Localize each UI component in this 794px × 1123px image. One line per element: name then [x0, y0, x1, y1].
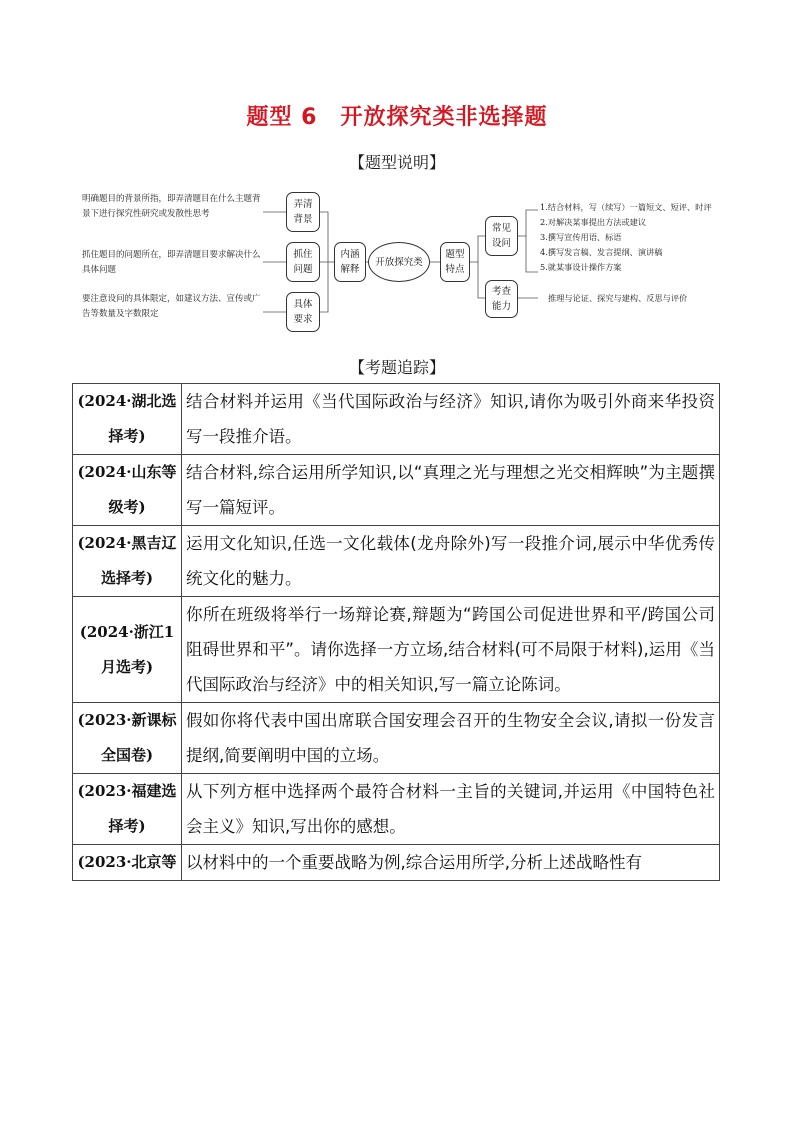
source-cell: (2024·黑吉辽选择考)	[73, 526, 182, 597]
node-center: 开放探究类	[368, 242, 430, 282]
table-row	[73, 526, 720, 597]
node-question: 抓住问题	[286, 242, 320, 282]
question-cell: 假如你将代表中国出席联合国安理会召开的生物安全会议,请拟一份发言提纲,简要阐明中国的立场。	[182, 703, 720, 774]
source-cell: (2023·福建选择考)	[73, 774, 182, 845]
node-background: 弄清背景	[286, 192, 320, 232]
question-type-item: 3.撰写宣传用语、标语	[540, 232, 622, 242]
source-cell: (2024·湖北选择考)	[73, 384, 182, 455]
question-type-list	[540, 200, 758, 275]
question-type-item: 5.就某事设计操作方案	[540, 262, 622, 272]
table-row	[73, 384, 720, 455]
node-requirement: 具体要求	[286, 292, 320, 332]
question-cell: 结合材料,综合运用所学知识,以“真理之光与理想之光交相辉映”为主题撰写一篇短评。	[182, 455, 720, 526]
question-type-item: 4.撰写发言稿、发言提纲、演讲稿	[540, 247, 663, 257]
node-connotation: 内涵解释	[334, 242, 366, 282]
note-background: 明确题目的背景所指，即弄清题目在什么主题背景下进行探究性研究或发散性思考	[82, 194, 261, 219]
question-cell: 你所在班级将举行一场辩论赛,辩题为“跨国公司促进世界和平/跨国公司阻碍世界和平”。请你选择一方立场,结合材料(可不局限于材料),运用《当代国际政治与经济》中的相关知识,写一篇立论陈词。	[182, 597, 720, 703]
note-requirement: 要注意设问的具体限定，如建议方法、宣传或广告等数量及字数限定	[82, 294, 261, 319]
question-cell: 运用文化知识,任选一文化载体(龙舟除外)写一段推介词,展示中华优秀传统文化的魅力。	[182, 526, 720, 597]
table-row	[73, 774, 720, 845]
table-row	[73, 845, 720, 881]
source-cell: (2024·山东等级考)	[73, 455, 182, 526]
node-features: 题型特点	[440, 242, 470, 282]
source-cell: (2023·北京等	[73, 845, 182, 881]
concept-diagram	[78, 180, 758, 340]
abilities-text: 推理与论证、探究与建构、反思与评价	[548, 293, 688, 303]
explain-heading: 【题型说明】	[348, 153, 445, 172]
source-cell: (2023·新课标全国卷)	[73, 703, 182, 774]
table-row	[73, 703, 720, 774]
question-cell: 以材料中的一个重要战略为例,综合运用所学,分析上述战略性有	[182, 845, 720, 881]
exam-track-table	[72, 383, 720, 881]
question-cell: 结合材料并运用《当代国际政治与经济》知识,请你为吸引外商来华投资写一段推介语。	[182, 384, 720, 455]
page-title: 题型 6 开放探究类非选择题	[246, 105, 548, 130]
node-abilities: 考查能力	[485, 280, 518, 318]
node-question-types: 常见设问	[485, 216, 518, 256]
question-type-item: 2.对解决某事提出方法或建议	[540, 217, 647, 227]
source-cell: (2024·浙江1月选考)	[73, 597, 182, 703]
question-cell: 从下列方框中选择两个最符合材料一主旨的关键词,并运用《中国特色社会主义》知识,写出你的感想。	[182, 774, 720, 845]
note-question: 抓住题目的问题所在，即弄清题目要求解决什么具体问题	[82, 250, 261, 275]
table-row	[73, 455, 720, 526]
question-type-item: 1.结合材料，写（续写）一篇短文、短评、时评	[540, 202, 712, 212]
track-heading: 【考题追踪】	[348, 358, 445, 377]
table-row	[73, 597, 720, 703]
